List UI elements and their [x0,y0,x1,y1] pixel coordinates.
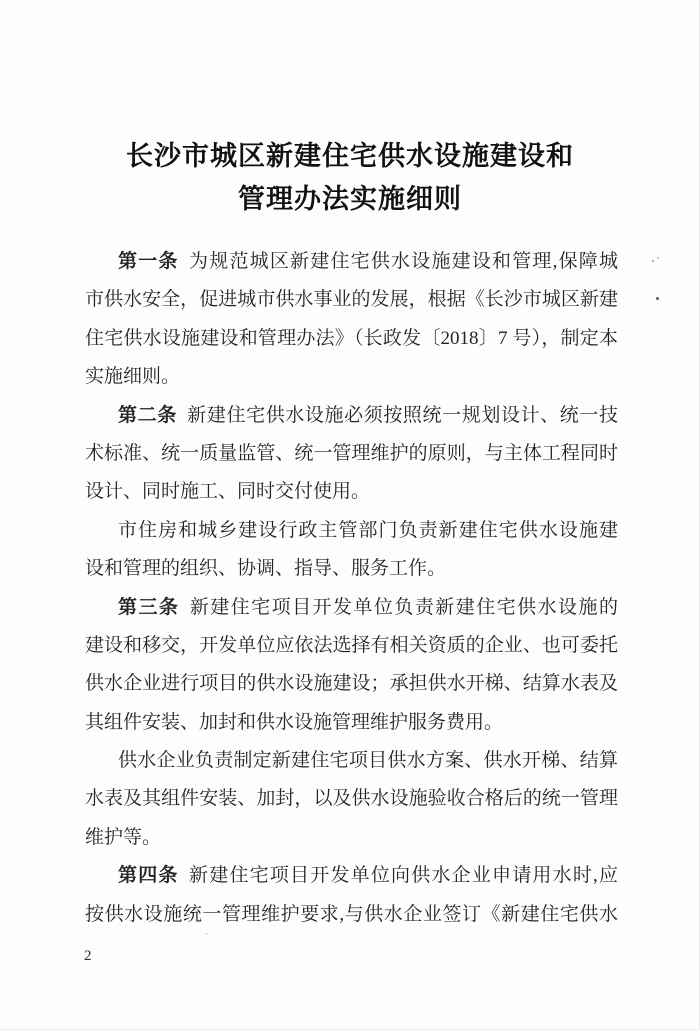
scan-artifact-speck [656,297,659,300]
scan-artifact-speck [652,260,654,262]
text-line: 市住房和城乡建设行政主管部门负责新建住宅供水设施建 [118,519,618,541]
text-line: 维护等。 [85,826,162,848]
article-number-label: 第二条 [118,404,177,426]
text-line: 水表及其组件安装、加封，以及供水设施验收合格后的统一管理 [85,788,618,810]
text-line: 供水企业进行项目的供水设施建设；承担供水开梯、结算水表及 [85,673,618,695]
article-number-label: 第四条 [118,865,179,887]
scan-artifact-speck [205,933,208,935]
paragraph [85,243,618,397]
article-number-label: 第三条 [118,596,180,618]
text-line: 第二条 新建住宅供水设施必须按照统一规划设计、统一技 [118,404,618,426]
document-title-line-1: 长沙市城区新建住宅供水设施建设和 [126,141,574,171]
paragraph [85,589,618,743]
text-line: 第四条 新建住宅项目开发单位向供水企业申请用水时,应 [118,865,618,887]
document-title-line-2: 管理办法实施细则 [238,184,462,214]
text-line: 第三条 新建住宅项目开发单位负责新建住宅供水设施的 [118,596,618,618]
text-line: 住宅供水设施建设和管理办法》（长政发〔2018〕7 号），制定本 [85,327,618,349]
text-line: 按供水设施统一管理维护要求,与供水企业签订《新建住宅供水 [85,903,618,925]
paragraph [85,857,618,934]
document-body [85,243,618,934]
text-line: 其组件安装、加封和供水设施管理维护服务费用。 [85,711,504,733]
text-line: 供水企业负责制定新建住宅项目供水方案、供水开梯、结算 [118,750,618,772]
paragraph [85,512,618,589]
paragraph [85,397,618,512]
text-line: 术标准、统一质量监管、统一管理维护的原则，与主体工程同时 [85,442,618,464]
text-line: 设和管理的组织、协调、指导、服务工作。 [85,558,447,580]
page-number: 2 [84,948,92,964]
text-line: 建设和移交，开发单位应依法选择有相关资质的企业、也可委托 [85,634,618,656]
document-title [0,135,700,221]
article-number-label: 第一条 [118,251,179,272]
text-line: 市供水安全，促进城市供水事业的发展，根据《长沙市城区新建 [85,289,618,311]
text-line: 设计、同时施工、同时交付使用。 [85,481,371,503]
text-line: 第一条 为规范城区新建住宅供水设施建设和管理,保障城 [118,251,618,272]
paragraph [85,742,618,857]
text-line: 实施细则。 [85,366,181,388]
